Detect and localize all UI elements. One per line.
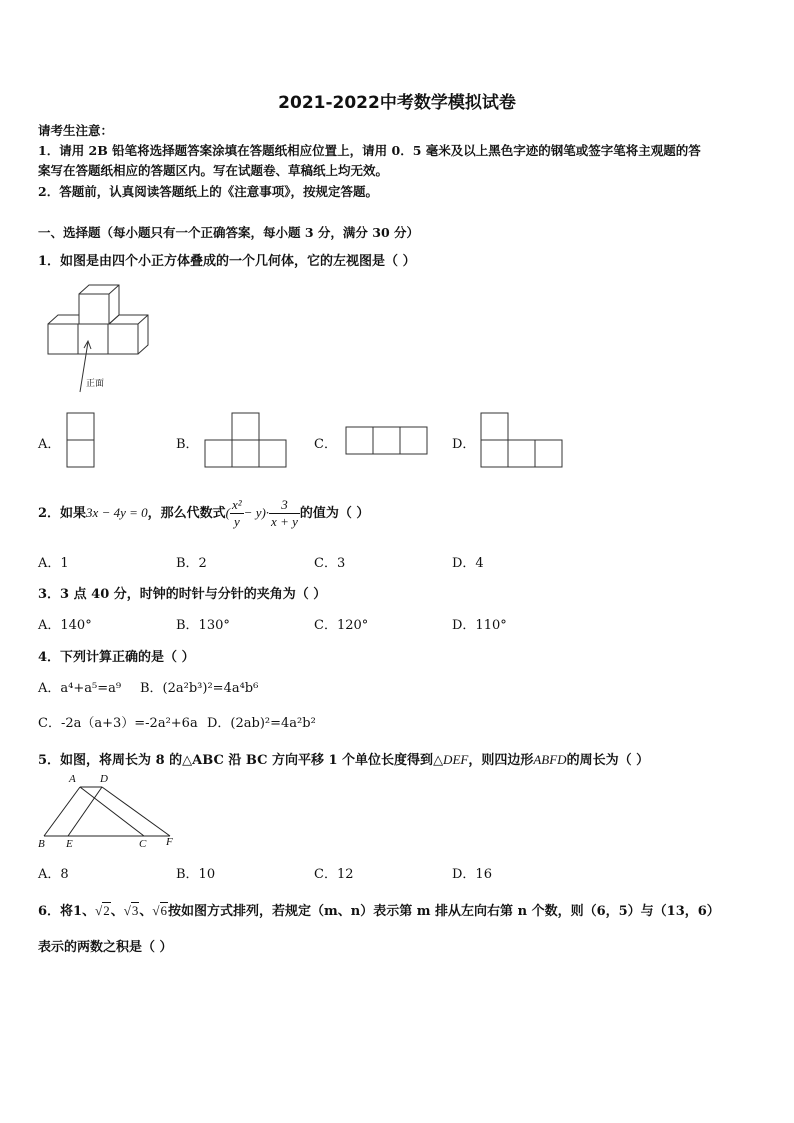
q6-suffix: 按如图方式排列，若规定（m、n）表示第 m 排从左向右第 n 个数，则（6，5）与（13，6）: [168, 904, 720, 919]
question-4-stem: 4．下列计算正确的是（ ）: [38, 650, 195, 665]
section-heading: 一、选择题（每小题只有一个正确答案，每小题 3 分，满分 30 分）: [38, 225, 420, 240]
exam-title: 2021-2022中考数学模拟试卷: [278, 93, 516, 113]
q5-option-b[interactable]: B．10: [176, 867, 216, 882]
q4-option-c[interactable]: C．-2a（a+3）=-2a²+6a: [38, 716, 198, 731]
q5-label-e: E: [66, 838, 73, 850]
question-6-line-2: 表示的两数之积是（ ）: [38, 940, 173, 955]
q1-front-label: 正面: [86, 379, 105, 389]
q1-option-b-label[interactable]: B．: [176, 437, 199, 452]
question-1-stem: 1．如图是由四个小正方体叠成的一个几何体，它的左视图是（ ）: [38, 254, 416, 269]
q2-minus-y: − y)·: [243, 505, 270, 520]
q5-label-f: F: [166, 836, 173, 848]
q4-option-b[interactable]: B．(2a²b³)²=4a⁴b⁶: [140, 681, 259, 696]
q2-option-d[interactable]: D．4: [452, 556, 484, 571]
q5-triangle: △DEF: [433, 752, 469, 767]
q2-option-a[interactable]: A．1: [38, 556, 69, 571]
q6-sqrt-2: √2: [95, 903, 110, 918]
q3-option-c[interactable]: C．120°: [314, 618, 369, 633]
question-6-stem: [38, 900, 720, 919]
notice-line-2: 案写在答题纸相应的答题区内。写在试题卷、草稿纸上均无效。: [38, 163, 389, 178]
q5-quad: ABFD: [533, 752, 567, 767]
q5-suffix: 的周长为（ ）: [566, 753, 650, 768]
q6-sqrt-6: √6: [152, 903, 168, 918]
q5-prefix: 5．如图，将周长为 8 的△ABC 沿 BC 方向平移 1 个单位长度得到: [38, 753, 434, 768]
q5-label-c: C: [139, 838, 147, 850]
q6-sep-1: 、: [110, 904, 124, 919]
q2-fraction-2: $\frac{3}{x + y}$: [271, 497, 298, 529]
q2-option-c[interactable]: C．3: [314, 556, 346, 571]
q5-label-a: A: [69, 773, 76, 785]
q5-label-d: D: [100, 773, 108, 785]
q4-option-d[interactable]: D．(2ab)²=4a²b²: [207, 716, 316, 731]
q2-prefix: 2．如果: [38, 506, 87, 521]
q5-mid: ，则四边形: [468, 753, 534, 768]
q1-option-c-label[interactable]: C．: [314, 437, 337, 452]
q2-suffix: 的值为（ ）: [299, 506, 370, 521]
notice-line-1: 1．请用 2B 铅笔将选择题答案涂填在答题纸相应位置上，请用 0．5 毫米及以上黑色字迹的钢笔或签字笔将主观题的答: [38, 143, 701, 158]
q2-paren: (: [225, 505, 230, 520]
q1-option-d-label[interactable]: D．: [452, 437, 476, 452]
q2-fraction-1: $\frac{\text{x²}}{y}$: [232, 497, 242, 529]
q2-mid: ，那么代数式: [147, 506, 226, 521]
q1-option-a-label[interactable]: A．: [38, 437, 61, 452]
question-3-stem: 3．3 点 40 分，时钟的时针与分针的夹角为（ ）: [38, 587, 327, 602]
q5-option-d[interactable]: D．16: [452, 867, 492, 882]
q5-option-a[interactable]: A．8: [38, 867, 69, 882]
q3-option-b[interactable]: B．130°: [176, 618, 230, 633]
q5-option-c[interactable]: C．12: [314, 867, 354, 882]
q2-option-b[interactable]: B．2: [176, 556, 207, 571]
notice-line-3: 2．答题前，认真阅读答题纸上的《注意事项》，按规定答题。: [38, 184, 378, 199]
notice-heading: 请考生注意：: [38, 123, 114, 138]
q6-sep-2: 、: [139, 904, 153, 919]
q4-option-a[interactable]: A．a⁴+a⁵=a⁹: [38, 681, 122, 696]
q3-option-d[interactable]: D．110°: [452, 618, 507, 633]
q3-option-a[interactable]: A．140°: [38, 618, 92, 633]
q6-sqrt-3: √3: [123, 903, 139, 918]
q5-label-b: B: [38, 838, 45, 850]
q6-prefix: 6．将1、: [38, 904, 96, 919]
q2-condition: 3x − 4y = 0: [86, 505, 148, 520]
